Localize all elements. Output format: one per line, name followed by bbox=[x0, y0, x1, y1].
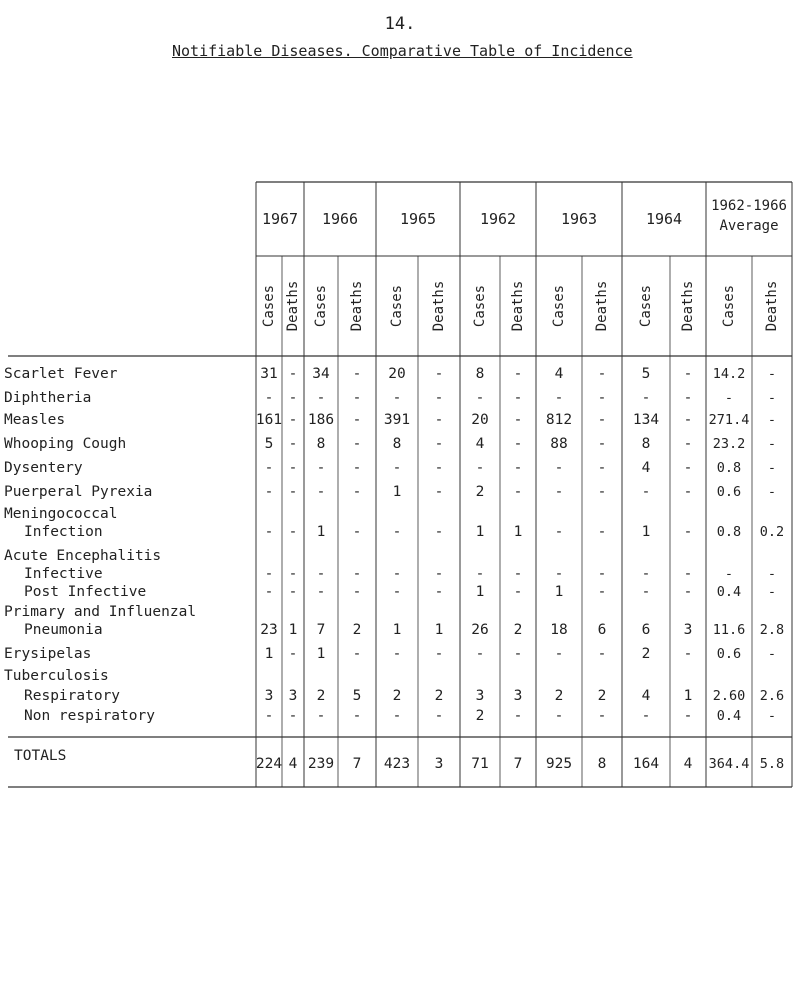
table-cell: 391 bbox=[383, 412, 411, 428]
table-cell: 2 bbox=[513, 622, 523, 638]
totals-cell: 3 bbox=[434, 756, 444, 772]
table-cell: - bbox=[288, 708, 298, 724]
table-cell: 2.60 bbox=[712, 688, 746, 704]
deaths-column-header: Deaths bbox=[680, 280, 696, 332]
table-cell: 23 bbox=[260, 622, 278, 638]
table-cell: - bbox=[641, 584, 651, 600]
table-cell: - bbox=[316, 566, 326, 582]
table-cell: - bbox=[288, 584, 298, 600]
table-cell: - bbox=[392, 566, 402, 582]
row-label: Tuberculosis bbox=[4, 668, 109, 684]
table-cell: 2 bbox=[475, 708, 485, 724]
table-cell: - bbox=[767, 584, 777, 600]
table-cell: 4 bbox=[641, 688, 651, 704]
table-cell: - bbox=[352, 390, 362, 406]
table-cell: 11.6 bbox=[712, 622, 746, 638]
table-cell: 4 bbox=[475, 436, 485, 452]
totals-cell: 4 bbox=[683, 756, 693, 772]
table-cell: - bbox=[597, 524, 607, 540]
table-cell: - bbox=[288, 484, 298, 500]
cases-column-header: Cases bbox=[313, 284, 329, 328]
table-cell: - bbox=[264, 708, 274, 724]
table-cell: - bbox=[392, 390, 402, 406]
table-cell: - bbox=[352, 566, 362, 582]
table-cell: 20 bbox=[471, 412, 489, 428]
table-cell: - bbox=[767, 484, 777, 500]
row-label: Diphtheria bbox=[4, 390, 92, 406]
table-cell: 34 bbox=[312, 366, 330, 382]
table-cell: 271.4 bbox=[708, 412, 750, 428]
cases-column-header: Cases bbox=[472, 284, 488, 328]
table-cell: 1 bbox=[475, 524, 485, 540]
table-cell: - bbox=[767, 460, 777, 476]
table-cell: 6 bbox=[641, 622, 651, 638]
table-cell: - bbox=[513, 412, 523, 428]
table-cell: - bbox=[513, 390, 523, 406]
table-cell: - bbox=[641, 566, 651, 582]
table-cell: - bbox=[352, 366, 362, 382]
table-cell: - bbox=[392, 460, 402, 476]
table-cell: - bbox=[316, 460, 326, 476]
table-cell: - bbox=[641, 708, 651, 724]
table-cell: - bbox=[475, 390, 485, 406]
totals-cell: 7 bbox=[513, 756, 523, 772]
table-cell: - bbox=[597, 584, 607, 600]
totals-label: TOTALS bbox=[14, 748, 67, 764]
table-cell: 2 bbox=[352, 622, 362, 638]
row-label: Infection bbox=[24, 524, 103, 540]
table-cell: 1 bbox=[316, 646, 326, 662]
table-cell: 2 bbox=[316, 688, 326, 704]
table-cell: - bbox=[513, 460, 523, 476]
row-label: Whooping Cough bbox=[4, 436, 127, 452]
totals-cell: 239 bbox=[307, 756, 335, 772]
table-cell: - bbox=[316, 390, 326, 406]
table-cell: 1 bbox=[316, 524, 326, 540]
row-label: Respiratory bbox=[24, 688, 121, 704]
table-cell: - bbox=[352, 484, 362, 500]
table-cell: 26 bbox=[471, 622, 489, 638]
table-cell: - bbox=[683, 524, 693, 540]
table-cell: 1 bbox=[392, 622, 402, 638]
table-cell: 1 bbox=[554, 584, 564, 600]
table-cell: 1 bbox=[288, 622, 298, 638]
table-cell: - bbox=[767, 436, 777, 452]
table-cell: 4 bbox=[641, 460, 651, 476]
row-label: Puerperal Pyrexia bbox=[4, 484, 153, 500]
table-cell: - bbox=[316, 584, 326, 600]
deaths-column-header: Deaths bbox=[431, 280, 447, 332]
table-cell: - bbox=[475, 566, 485, 582]
page-number: 14. bbox=[384, 14, 416, 34]
table-cell: - bbox=[513, 436, 523, 452]
table-cell: 812 bbox=[545, 412, 573, 428]
table-cell: 3 bbox=[475, 688, 485, 704]
table-cell: 1 bbox=[641, 524, 651, 540]
deaths-column-header: Deaths bbox=[285, 280, 301, 332]
totals-cell: 71 bbox=[471, 756, 489, 772]
table-cell: - bbox=[641, 484, 651, 500]
table-cell: - bbox=[597, 484, 607, 500]
totals-cell: 364.4 bbox=[708, 756, 750, 772]
table-cell: 2 bbox=[597, 688, 607, 704]
table-cell: 2 bbox=[434, 688, 444, 704]
totals-cell: 224 bbox=[255, 756, 283, 772]
totals-cell: 5.8 bbox=[759, 756, 785, 772]
table-cell: 3 bbox=[513, 688, 523, 704]
table-cell: - bbox=[288, 412, 298, 428]
totals-cell: 8 bbox=[597, 756, 607, 772]
table-cell: - bbox=[434, 484, 444, 500]
row-label: Erysipelas bbox=[4, 646, 92, 662]
table-cell: - bbox=[264, 460, 274, 476]
table-cell: - bbox=[264, 524, 274, 540]
cases-column-header: Cases bbox=[638, 284, 654, 328]
table-cell: - bbox=[513, 584, 523, 600]
cases-column-header: Cases bbox=[551, 284, 567, 328]
table-cell: 31 bbox=[260, 366, 278, 382]
table-cell: - bbox=[767, 412, 777, 428]
table-cell: 134 bbox=[632, 412, 660, 428]
table-cell: 0.2 bbox=[759, 524, 785, 540]
average-heading: Average bbox=[719, 218, 779, 234]
table-cell: - bbox=[434, 646, 444, 662]
table-cell: - bbox=[434, 412, 444, 428]
table-cell: - bbox=[597, 566, 607, 582]
table-cell: 5 bbox=[264, 436, 274, 452]
totals-cell: 164 bbox=[632, 756, 660, 772]
table-cell: - bbox=[554, 524, 564, 540]
table-cell: - bbox=[724, 390, 734, 406]
table-cell: 2 bbox=[641, 646, 651, 662]
table-cell: - bbox=[288, 646, 298, 662]
table-cell: - bbox=[597, 436, 607, 452]
row-label: Infective bbox=[24, 566, 103, 582]
table-cell: 5 bbox=[352, 688, 362, 704]
table-cell: - bbox=[724, 566, 734, 582]
row-label: Acute Encephalitis bbox=[4, 548, 162, 564]
deaths-column-header: Deaths bbox=[764, 280, 780, 332]
table-cell: - bbox=[434, 584, 444, 600]
table-cell: - bbox=[554, 646, 564, 662]
deaths-column-header: Deaths bbox=[349, 280, 365, 332]
table-cell: 7 bbox=[316, 622, 326, 638]
table-cell: - bbox=[554, 484, 564, 500]
table-cell: 4 bbox=[554, 366, 564, 382]
table-cell: - bbox=[288, 436, 298, 452]
table-cell: - bbox=[288, 524, 298, 540]
table-cell: - bbox=[767, 366, 777, 382]
table-cell: - bbox=[434, 566, 444, 582]
table-cell: - bbox=[264, 566, 274, 582]
year-heading: 1963 bbox=[560, 210, 598, 228]
table-cell: - bbox=[513, 484, 523, 500]
table-cell: - bbox=[683, 566, 693, 582]
table-cell: - bbox=[352, 412, 362, 428]
table-cell: 0.8 bbox=[716, 460, 742, 476]
table-cell: - bbox=[683, 584, 693, 600]
table-cell: 1 bbox=[264, 646, 274, 662]
table-cell: - bbox=[767, 646, 777, 662]
table-cell: 20 bbox=[388, 366, 406, 382]
deaths-column-header: Deaths bbox=[594, 280, 610, 332]
table-cell: 1 bbox=[513, 524, 523, 540]
totals-cell: 925 bbox=[545, 756, 573, 772]
table-cell: 2.8 bbox=[759, 622, 785, 638]
table-cell: 0.4 bbox=[716, 584, 742, 600]
year-heading: 1964 bbox=[645, 210, 683, 228]
table-cell: - bbox=[434, 460, 444, 476]
table-cell: - bbox=[683, 390, 693, 406]
table-cell: - bbox=[513, 366, 523, 382]
table-cell: 1 bbox=[392, 484, 402, 500]
table-cell: 18 bbox=[550, 622, 568, 638]
table-cell: - bbox=[683, 436, 693, 452]
table-cell: 8 bbox=[392, 436, 402, 452]
table-cell: - bbox=[264, 390, 274, 406]
table-cell: - bbox=[554, 708, 564, 724]
table-cell: - bbox=[513, 708, 523, 724]
table-cell: - bbox=[513, 646, 523, 662]
totals-cell: 423 bbox=[383, 756, 411, 772]
table-cell: - bbox=[316, 484, 326, 500]
table-cell: - bbox=[597, 390, 607, 406]
table-cell: - bbox=[597, 646, 607, 662]
table-cell: - bbox=[767, 708, 777, 724]
table-cell: - bbox=[683, 412, 693, 428]
table-cell: - bbox=[641, 390, 651, 406]
table-cell: - bbox=[683, 646, 693, 662]
average-heading: 1962-1966 bbox=[711, 198, 787, 214]
table-cell: 1 bbox=[475, 584, 485, 600]
table-cell: 2.6 bbox=[759, 688, 785, 704]
table-cell: - bbox=[352, 436, 362, 452]
table-cell: - bbox=[264, 484, 274, 500]
table-cell: - bbox=[554, 460, 564, 476]
table-cell: - bbox=[434, 366, 444, 382]
table-cell: 8 bbox=[641, 436, 651, 452]
row-label: Pneumonia bbox=[24, 622, 103, 638]
table-cell: - bbox=[597, 460, 607, 476]
table-cell: - bbox=[597, 412, 607, 428]
table-cell: 14.2 bbox=[712, 366, 746, 382]
totals-cell: 4 bbox=[288, 756, 298, 772]
table-cell: - bbox=[475, 460, 485, 476]
table-cell: - bbox=[597, 366, 607, 382]
table-cell: - bbox=[767, 390, 777, 406]
table-cell: 1 bbox=[683, 688, 693, 704]
deaths-column-header: Deaths bbox=[510, 280, 526, 332]
table-cell: 186 bbox=[307, 412, 335, 428]
table-cell: - bbox=[554, 390, 564, 406]
table-cell: 8 bbox=[316, 436, 326, 452]
row-label: Dysentery bbox=[4, 460, 83, 476]
table-cell: - bbox=[288, 460, 298, 476]
cases-column-header: Cases bbox=[389, 284, 405, 328]
table-cell: - bbox=[434, 436, 444, 452]
table-cell: - bbox=[683, 484, 693, 500]
table-cell: - bbox=[352, 708, 362, 724]
row-label: Post Infective bbox=[24, 584, 147, 600]
table-cell: - bbox=[392, 646, 402, 662]
row-label: Non respiratory bbox=[24, 708, 155, 724]
table-cell: - bbox=[597, 708, 607, 724]
table-cell: - bbox=[683, 708, 693, 724]
year-heading: 1966 bbox=[321, 210, 359, 228]
table-cell: 3 bbox=[264, 688, 274, 704]
table-cell: - bbox=[392, 524, 402, 540]
year-heading: 1962 bbox=[479, 210, 517, 228]
table-cell: 2 bbox=[392, 688, 402, 704]
table-cell: - bbox=[434, 524, 444, 540]
cases-column-header: Cases bbox=[721, 284, 737, 328]
row-label: Scarlet Fever bbox=[4, 366, 118, 382]
table-cell: - bbox=[288, 566, 298, 582]
table-cell: 3 bbox=[683, 622, 693, 638]
table-cell: 161 bbox=[255, 412, 283, 428]
table-cell: 0.6 bbox=[716, 646, 742, 662]
table-cell: - bbox=[434, 708, 444, 724]
table-cell: 23.2 bbox=[712, 436, 746, 452]
table-cell: 88 bbox=[550, 436, 568, 452]
table-cell: 0.4 bbox=[716, 708, 742, 724]
table-cell: 6 bbox=[597, 622, 607, 638]
table-cell: - bbox=[264, 584, 274, 600]
table-cell: 5 bbox=[641, 366, 651, 382]
table-cell: - bbox=[288, 390, 298, 406]
table-cell: 2 bbox=[475, 484, 485, 500]
table-cell: - bbox=[513, 566, 523, 582]
row-label: Meningococcal bbox=[4, 506, 118, 522]
page-title: Notifiable Diseases. Comparative Table of Incidence bbox=[172, 42, 633, 60]
table-cell: 0.6 bbox=[716, 484, 742, 500]
table-cell: - bbox=[352, 584, 362, 600]
row-label: Primary and Influenzal bbox=[4, 604, 197, 620]
table-cell: 2 bbox=[554, 688, 564, 704]
cases-column-header: Cases bbox=[261, 284, 277, 328]
table-cell: - bbox=[767, 566, 777, 582]
totals-cell: 7 bbox=[352, 756, 362, 772]
table-cell: 8 bbox=[475, 366, 485, 382]
table-cell: - bbox=[392, 584, 402, 600]
table-cell: 1 bbox=[434, 622, 444, 638]
table-cell: - bbox=[288, 366, 298, 382]
year-heading: 1967 bbox=[261, 210, 299, 228]
table-cell: - bbox=[352, 460, 362, 476]
table-cell: - bbox=[392, 708, 402, 724]
table-cell: - bbox=[475, 646, 485, 662]
table-cell: - bbox=[434, 390, 444, 406]
table-cell: - bbox=[683, 460, 693, 476]
year-heading: 1965 bbox=[399, 210, 437, 228]
row-label: Measles bbox=[4, 412, 66, 428]
table-cell: - bbox=[352, 646, 362, 662]
table-cell: - bbox=[554, 566, 564, 582]
table-cell: - bbox=[316, 708, 326, 724]
table-cell: 0.8 bbox=[716, 524, 742, 540]
table-cell: - bbox=[683, 366, 693, 382]
table-cell: 3 bbox=[288, 688, 298, 704]
table-cell: - bbox=[352, 524, 362, 540]
